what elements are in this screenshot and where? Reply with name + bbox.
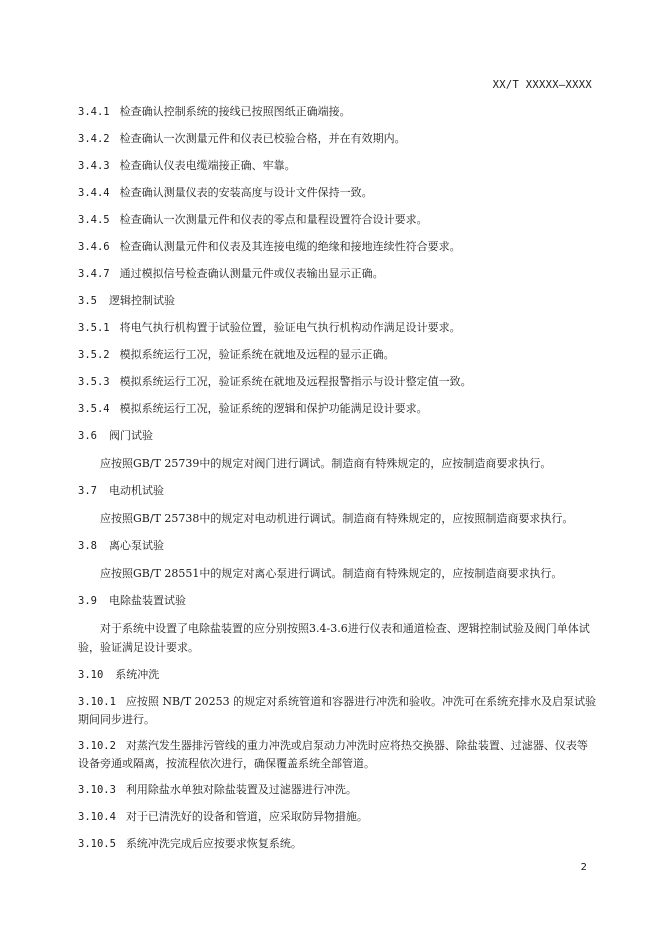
clause-number: 3.10.2 (78, 740, 116, 752)
section-3-8 (78, 537, 598, 555)
clause-number: 3.5.2 (78, 349, 110, 361)
section-number: 3.8 (78, 540, 97, 552)
clause-number: 3.10.3 (78, 784, 116, 796)
clause-3-4-2 (78, 130, 598, 148)
section-3-6 (78, 427, 598, 445)
clause-text: 对蒸汽发生器排污管线的重力冲洗或启泵动力冲洗时应将热交换器、除盐装置、过滤器、仪表等设备旁通或隔离，按流程依次进行，确保覆盖系统全部管道。 (78, 739, 588, 770)
clause-number: 3.4.4 (78, 187, 110, 199)
clause-text: 利用除盐水单独对除盐装置及过滤器进行冲洗。 (125, 783, 357, 796)
clause-3-10-2 (78, 737, 598, 772)
clause-number: 3.10.4 (78, 811, 116, 823)
section-3-10 (78, 666, 598, 684)
clause-3-5-1 (78, 319, 598, 337)
clause-number: 3.4.7 (78, 268, 110, 280)
section-3-7 (78, 482, 598, 500)
clause-text: 检查确认仪表电缆端接正确、牢靠。 (119, 159, 296, 172)
clause-text: 系统冲洗完成后应按要求恢复系统。 (125, 837, 302, 850)
clause-3-4-1 (78, 103, 598, 121)
page-number: 2 (580, 862, 587, 873)
section-number: 3.10 (78, 669, 104, 681)
clause-3-5-3 (78, 373, 598, 391)
clause-number: 3.5.1 (78, 322, 110, 334)
clause-number: 3.4.2 (78, 133, 110, 145)
clause-text: 通过模拟信号检查确认测量元件或仪表输出显示正确。 (119, 267, 384, 280)
clause-number: 3.4.1 (78, 106, 110, 118)
section-title: 电除盐装置试验 (108, 594, 186, 607)
clause-number: 3.5.3 (78, 376, 110, 388)
clause-text: 检查确认一次测量元件和仪表的零点和量程设置符合设计要求。 (119, 213, 428, 226)
clause-3-4-3 (78, 157, 598, 175)
section-title: 逻辑控制试验 (108, 294, 175, 307)
clause-3-4-6 (78, 238, 598, 256)
section-title: 电动机试验 (108, 484, 164, 497)
clause-3-10-3 (78, 781, 598, 799)
paragraph-3-8: 应按照GB/T 28551中的规定对离心泵进行调试。制造商有特殊规定的，应按制造商要求执行。 (100, 567, 563, 580)
clause-text: 应按照 NB/T 20253 的规定对系统管道和容器进行冲洗和验收。冲洗可在系统充排水及启泵试验期间同步进行。 (78, 695, 597, 726)
section-title: 系统冲洗 (115, 668, 160, 681)
clause-3-4-7 (78, 265, 598, 283)
section-3-5 (78, 292, 598, 310)
clause-text: 检查确认测量元件和仪表及其连接电缆的绝缘和接地连续性符合要求。 (119, 240, 461, 253)
section-number: 3.9 (78, 595, 97, 607)
clause-3-5-4 (78, 400, 598, 418)
paragraph-3-9: 对于系统中设置了电除盐装置的应分别按照3.4-3.6进行仪表和通道检查、逻辑控制试验及阀门单体试验，验证满足设计要求。 (78, 622, 590, 654)
clause-text: 将电气执行机构置于试验位置，验证电气执行机构动作满足设计要求。 (119, 321, 461, 334)
clause-3-10-1 (78, 693, 598, 728)
clause-text: 检查确认测量仪表的安装高度与设计文件保持一致。 (119, 186, 373, 199)
clause-number: 3.10.1 (78, 696, 116, 708)
paragraph-3-6: 应按照GB/T 25739中的规定对阀门进行调试。制造商有特殊规定的，应按制造商要求执行。 (100, 457, 552, 470)
section-3-9 (78, 592, 598, 610)
section-title: 阀门试验 (108, 429, 153, 442)
clause-3-10-4 (78, 808, 598, 826)
clause-number: 3.4.3 (78, 160, 110, 172)
section-number: 3.7 (78, 485, 97, 497)
clause-number: 3.5.4 (78, 403, 110, 415)
header-code: XX/T XXXXX—XXXX (492, 79, 592, 91)
section-number: 3.5 (78, 295, 97, 307)
clause-text: 模拟系统运行工况，验证系统在就地及远程的显示正确。 (119, 348, 395, 361)
clause-number: 3.10.5 (78, 838, 116, 850)
clause-text: 检查确认一次测量元件和仪表已校验合格，并在有效期内。 (119, 132, 406, 145)
section-number: 3.6 (78, 430, 97, 442)
paragraph-3-7: 应按照GB/T 25738中的规定对电动机进行调试。制造商有特殊规定的，应按照制造商要求执行。 (100, 512, 574, 525)
clause-3-5-2 (78, 346, 598, 364)
clause-text: 对于已清洗好的设备和管道，应采取防异物措施。 (125, 810, 368, 823)
clause-3-4-5 (78, 211, 598, 229)
clause-text: 模拟系统运行工况，验证系统在就地及远程报警指示与设计整定值一致。 (119, 375, 472, 388)
clause-3-4-4 (78, 184, 598, 202)
clause-3-10-5 (78, 835, 598, 853)
section-title: 离心泵试验 (108, 539, 164, 552)
clause-number: 3.4.5 (78, 214, 110, 226)
clause-text: 检查确认控制系统的接线已按照图纸正确端接。 (119, 105, 351, 118)
clause-number: 3.4.6 (78, 241, 110, 253)
clause-text: 模拟系统运行工况，验证系统的逻辑和保护功能满足设计要求。 (119, 402, 428, 415)
document-body (78, 103, 598, 862)
